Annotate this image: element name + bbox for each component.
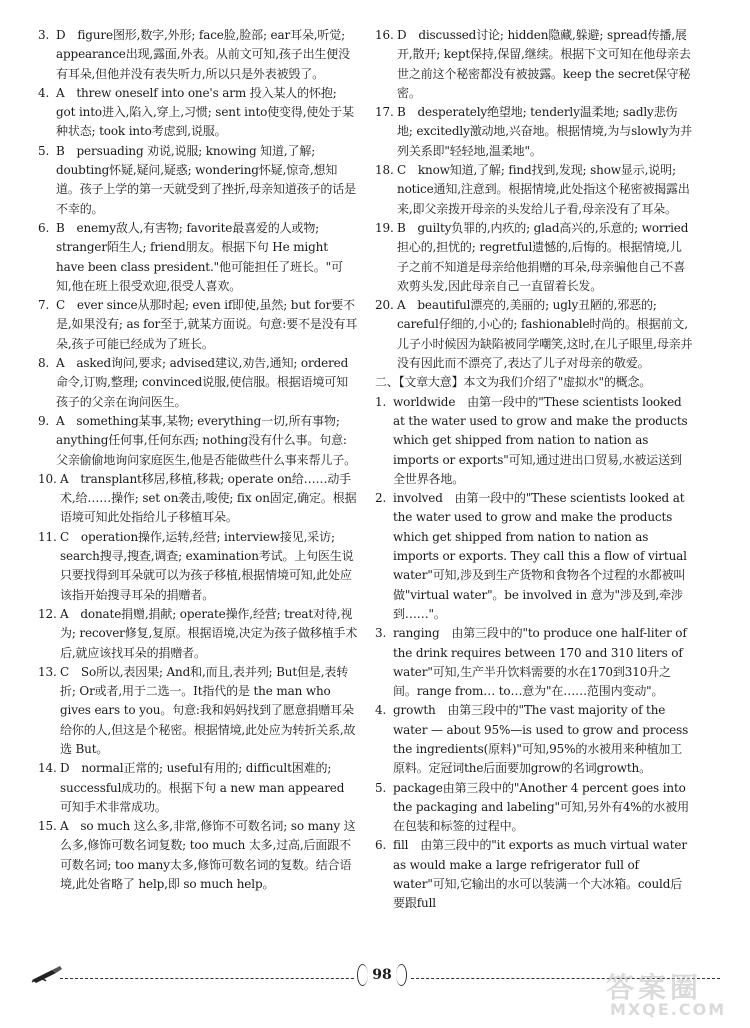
answer-text: growth 由第三段中的"The vast majority of the water — about 95%—is used to grow and process the ingredients(原料)"可知,95%的水被用来种植加工原料。定冠词the后面要加grow的名词growth。: [393, 703, 689, 776]
answer-text: B enemy敌人,有害物; favorite最喜爱的人或物; stranger陌生人; friend朋友。根据下句 He might have been class president."他可能担任了班长。"可知,他在班上很受欢迎,很受人喜欢。: [56, 220, 343, 293]
answer-text: fill 由第三段中的"it exports as much virtual water as would make a large refrigerator full of water"可知,它输出的水可以装满一个大冰箱。could后要跟full: [393, 838, 687, 911]
left-column: [38, 26, 358, 894]
answer-text: C ever since从那时起; even if即使,虽然; but for要不是,如果没有; as for至于,就某方面说。句意:要不是没有耳朵,孩子可能已经成为了班长。: [56, 298, 358, 351]
answer-item: [375, 624, 693, 701]
answer-item: [38, 219, 358, 296]
answer-item: [38, 412, 358, 470]
answer-text: B guilty负罪的,内疚的; glad高兴的,乐意的; worried担心的,担忧的; regretful遗憾的,后悔的。根据情境,儿子之前不知道是母亲给他捐赠的耳朵,母亲骗他自己不喜欢剪头发,因此母亲自己一直留着长发。: [397, 220, 689, 293]
answer-text: B desperately绝望地; tenderly温柔地; sadly悲伤地; excitedly激动地,兴奋地。根据情境,为与slowly为并列关系即"轻轻地,温柔地"。: [397, 105, 692, 158]
answer-number: 5.: [375, 780, 387, 795]
answer-number: 3.: [38, 28, 50, 42]
answer-text: involved 由第一段中的"These scientists looked at the water used to grow and make the products which get shipped from nation to nation as imports or exports. They call this a flow of virtual water"可知,涉及到生产货物和食物各个过程的水都被叫做"virtual water"。be involved in 意为"涉及到,牵涉到……"。: [393, 491, 687, 621]
page-number: 98: [372, 967, 392, 983]
answer-item: [38, 470, 358, 528]
answer-number: 19.: [375, 220, 394, 235]
answer-item: [38, 84, 358, 142]
answer-number: 10.: [38, 471, 57, 486]
answer-text: ranging 由第三段中的"to produce one half-liter of the drink requires between 170 and 310 liters of water"可知,生产半升饮料需要的水在170到310升之间。range from… to…意为"在……范围内变动"。: [393, 626, 687, 699]
answer-item: [375, 26, 693, 103]
answer-text: B persuading 劝说,说服; knowing 知道,了解; doubting怀疑,疑问,疑惑; wondering怀疑,惊奇,想知道。孩子上学的第一天就受到了挫折,母亲知道孩子的话是不幸的。: [56, 143, 356, 216]
answer-item: [375, 103, 693, 161]
answer-text: C know知道,了解; find找到,发现; show显示,说明; notice通知,注意到。根据情境,此处指这个秘密被揭露出来,即父亲拨开母亲的头发给儿子看,母亲没有了耳朵。: [397, 163, 690, 216]
section-heading: 二、【文章大意】本文为我们介绍了"虚拟水"的概念。: [375, 375, 652, 390]
answer-item: [375, 489, 693, 624]
answer-number: 18.: [375, 163, 394, 178]
answer-number: 8.: [38, 356, 50, 371]
section-answer-list: [375, 393, 693, 914]
right-column: [375, 26, 693, 914]
answer-number: 13.: [38, 664, 57, 679]
answer-item: [38, 605, 358, 663]
answer-text: A so much 这么多,非常,修饰不可数名词; so many 这么多,修饰可数名词复数; too much 太多,过高,后面跟不可数名词; too many太多,修饰可数名词的复数。结合语境,此处省略了 help,即 so much help。: [60, 819, 356, 892]
answer-text: C So所以,表因果; And和,而且,表并列; But但是,表转折; Or或者,用于二选一。It指代的是 the man who gives ears to you。句意:我和妈妈找到了愿意捐赠耳朵给你的人,但这是个秘密。根据情境,此处应为转折关系,故选 But。: [60, 664, 356, 756]
answer-number: 2.: [375, 491, 387, 506]
answer-number: 17.: [375, 105, 394, 120]
answer-item: [38, 759, 358, 817]
pen-icon: [30, 964, 64, 988]
answer-text: A asked询问,要求; advised建议,劝告,通知; ordered命令,订购,整理; convinced说服,使信服。根据语境可知孩子的父亲在询问医生。: [56, 356, 349, 409]
answer-number: 5.: [38, 143, 50, 158]
answer-text: package由第三段中的"Another 4 percent goes into the packaging and labeling"可知,另外有4%的水被用在包装和标签的过程中。: [393, 780, 689, 834]
answer-item: [375, 779, 693, 837]
answer-number: 6.: [375, 838, 387, 853]
page-number-frame: [355, 958, 409, 992]
answer-number: 6.: [38, 220, 50, 235]
answer-number: 15.: [38, 819, 57, 834]
answer-number: 7.: [38, 298, 50, 313]
answer-number: 4.: [375, 703, 387, 718]
answer-text: A transplant移居,移植,移栽; operate on给……动手术,给……操作; set on袭击,唆使; fix on固定,确定。根据语境可知此处指给儿子移植耳朵。: [60, 471, 357, 525]
answer-item: [38, 817, 358, 894]
answer-text: D normal正常的; useful有用的; difficult困难的; successful成功的。根据下句 a new man appeared 可知手术非常成功。: [60, 761, 345, 814]
watermark-url: MXQE.COM: [610, 1000, 727, 1019]
right-answer-list: [375, 26, 693, 373]
answer-item: [375, 296, 693, 373]
answer-item: [375, 836, 693, 913]
answer-item: [38, 26, 358, 84]
answer-number: 9.: [38, 413, 50, 428]
answer-number: 1.: [375, 394, 387, 409]
answer-number: 20.: [375, 298, 394, 313]
answer-text: D discussed讨论; hidden隐藏,躲避; spread传播,展开,散开; kept保持,保留,继续。根据下文可知在他母亲去世之前这个秘密都没有被披露。keep the secret保守秘密。: [397, 28, 691, 100]
answer-number: 4.: [38, 85, 50, 100]
answer-item: [38, 528, 358, 605]
answer-item: [375, 393, 693, 489]
answer-item: [38, 354, 358, 412]
answer-item: [38, 663, 358, 759]
watermark-logo: [596, 966, 736, 1024]
answer-text: A beautiful漂亮的,美丽的; ugly丑陋的,邪恶的; careful仔细的,小心的; fashionable时尚的。根据前文,儿子小时候因为缺陷被同学嘲笑,这时,在儿子眼里,母亲并没有因此而不漂亮了,表达了儿子对母亲的敬爱。: [397, 298, 693, 371]
answer-number: 3.: [375, 626, 387, 641]
answer-text: A threw oneself into one's arm 投入某人的怀抱; got into进入,陷入,穿上,习惯; sent into使变得,使处于某种状态; took into考虑到,说服。: [56, 85, 354, 139]
answer-text: A donate捐赠,捐献; operate操作,经营; treat对待,视为; recover修复,复原。根据语境,决定为孩子做移植手术后,就应该找耳朵的捐赠者。: [60, 606, 358, 660]
answer-number: 12.: [38, 606, 57, 621]
answer-text: D figure图形,数字,外形; face脸,脸部; ear耳朵,听觉; appearance出现,露面,外表。从前文可知,孩子出生便没有耳朵,但他并没有表失听力,所以只是外表被毁了。: [56, 28, 351, 81]
answer-item: [38, 296, 358, 354]
answer-item: [375, 161, 693, 219]
answer-number: 11.: [38, 529, 57, 544]
answer-item: [375, 701, 693, 778]
answer-text: worldwide 由第一段中的"These scientists looked at the water used to grow and make the products which get shipped from nation to nation as imports or exports"可知,通过进出口贸易,水被运送到全世界各地。: [393, 394, 688, 486]
answer-number: 14.: [38, 761, 57, 776]
answer-text: A something某事,某物; everything一切,所有事物; anything任何事,任何东西; nothing没有什么事。句意:父亲偷偷地询问家庭医生,他是否能做些什么事来帮儿子。: [56, 413, 356, 467]
answer-item: [38, 142, 358, 219]
watermark-text: 答案圈: [606, 971, 703, 1004]
answer-number: 16.: [375, 28, 394, 42]
answer-item: [375, 219, 693, 296]
answer-text: C operation操作,运转,经营; interview接见,采访; search搜寻,搜查,调查; examination考试。上句医生说只要找得到耳朵就可以为孩子移植,根据情境可知,此处应该指开始搜寻耳朵的捐赠者。: [60, 529, 354, 602]
